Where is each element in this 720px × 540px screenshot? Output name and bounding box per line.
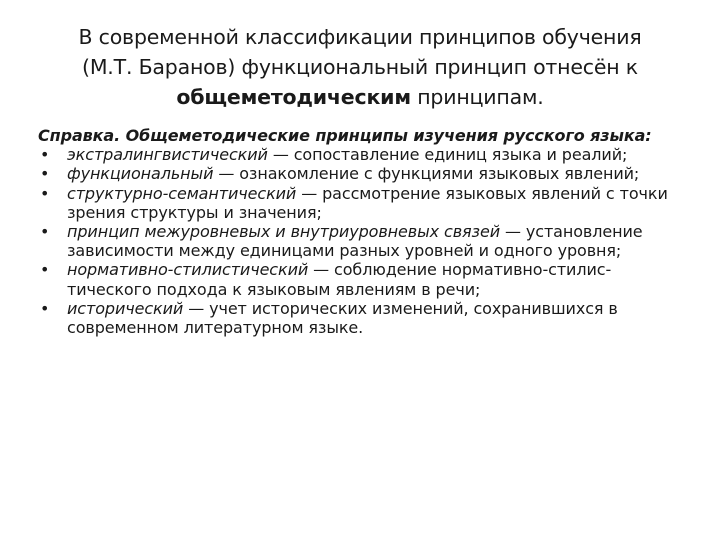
title-bold-word: общеметодическим [176, 85, 411, 109]
principle-description: — ознакомление с функциями языковых явлений; [213, 164, 640, 184]
title-line-3-rest: принципам. [410, 85, 544, 109]
bullet-icon: • [40, 164, 50, 184]
principle-description: — рассмотрение языковых явлений с точки зрения структуры и значения; [67, 183, 668, 222]
principle-term: исторический [67, 298, 184, 318]
bullet-icon: • [40, 183, 50, 203]
principle-description: — сопоставление единиц языка и реалий; [267, 145, 628, 165]
list-item [38, 184, 688, 222]
principle-description: — установление зависимости между единицами разных уровней и одного уровня; [67, 222, 643, 261]
reference-heading: Справка. Общеметодические принципы изучения русского языка: [38, 126, 652, 145]
bullet-icon: • [40, 260, 50, 280]
list-item [38, 260, 688, 298]
principle-term: структурно-семантический [67, 183, 297, 203]
principle-term: функциональный [67, 164, 214, 184]
title-line-1: В современной классификации принципов обучения [78, 25, 642, 49]
principle-term: экстралингвистический [67, 145, 268, 165]
bullet-icon: • [40, 145, 50, 165]
list-item [38, 299, 688, 337]
list-item [38, 164, 688, 183]
list-item [38, 145, 688, 164]
slide-title [60, 22, 660, 112]
principle-description: — соблюдение нормативно-стилис-тического подхода к языковым явлениям в речи; [67, 260, 612, 299]
list-item [38, 222, 688, 260]
bullet-icon: • [40, 222, 50, 242]
principles-list [38, 145, 688, 337]
bullet-icon: • [40, 298, 50, 318]
principle-description: — учет исторических изменений, сохранившихся в современном литературном языке. [67, 298, 618, 338]
principle-term: нормативно-стилистический [67, 260, 309, 280]
title-line-2: (М.Т. Баранов) функциональный принцип отнесён к [82, 55, 638, 79]
reference-block [38, 126, 688, 337]
principle-term: принцип межуровневых и внутриуровневых связей [67, 222, 500, 242]
